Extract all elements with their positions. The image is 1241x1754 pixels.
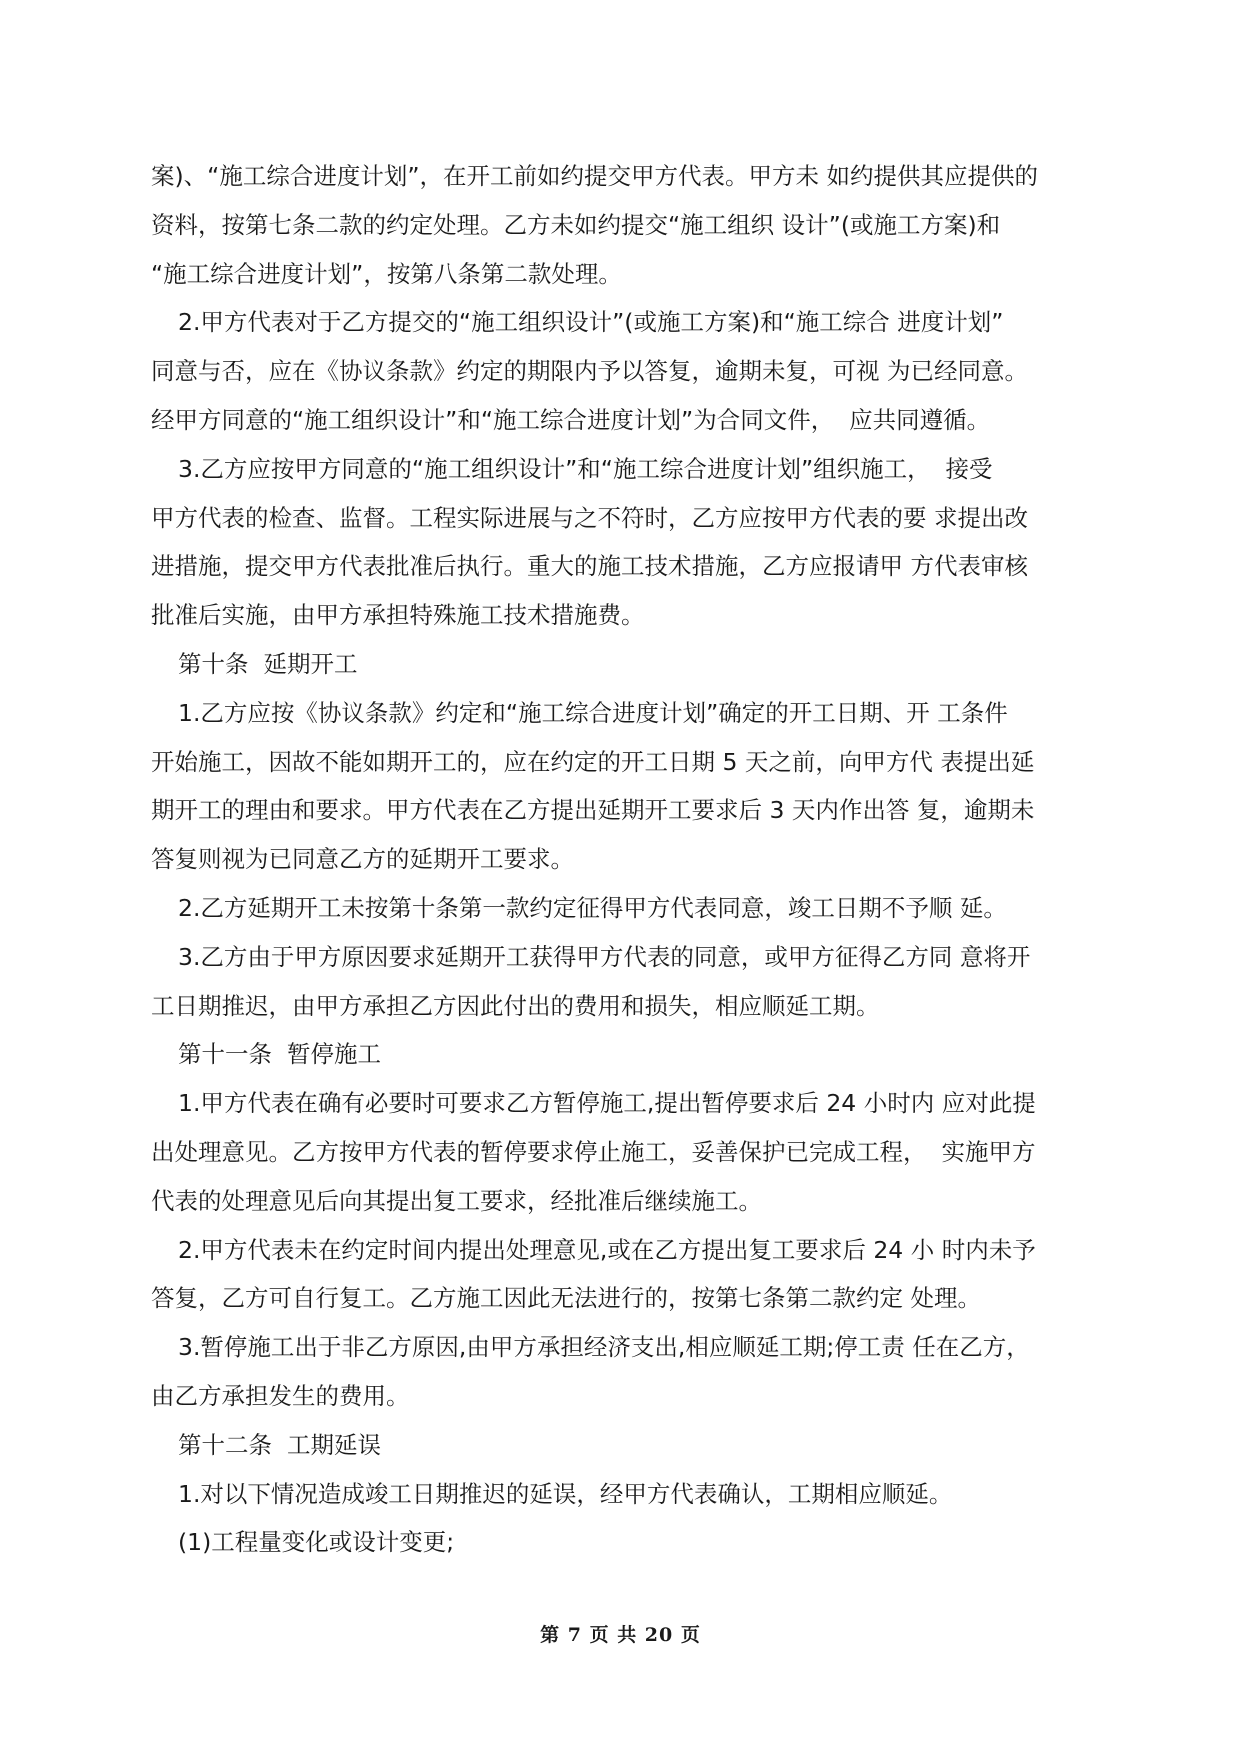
text-line: 3.暂停施工出于非乙方原因,由甲方承担经济支出,相应顺延工期;停工责 任在乙方，	[178, 1333, 1030, 1362]
section-heading: 第十条 延期开工	[178, 649, 358, 678]
page-number-footer: 第 7 页 共 20 页	[540, 1624, 701, 1646]
document-body	[151, 152, 1096, 1567]
text-line: 期开工的理由和要求。甲方代表在乙方提出延期开工要求后 3 天内作出答 复，逾期未	[151, 796, 1035, 825]
text-line: 出处理意见。乙方按甲方代表的暂停要求停止施工，妥善保护已完成工程， 实施甲方	[151, 1137, 1036, 1166]
text-line: 2.甲方代表未在约定时间内提出处理意见,或在乙方提出复工要求后 24 小 时内未予	[178, 1235, 1036, 1264]
text-line: 进措施，提交甲方代表批准后执行。重大的施工技术措施，乙方应报请甲 方代表审核	[151, 552, 1028, 581]
text-line: “施工综合进度计划”，按第八条第二款处理。	[151, 259, 622, 288]
text-line: 甲方代表的检查、监督。工程实际进展与之不符时，乙方应按甲方代表的要 求提出改	[151, 503, 1028, 532]
text-line: (1)工程量变化或设计变更;	[178, 1528, 455, 1557]
text-line: 代表的处理意见后向其提出复工要求，经批准后继续施工。	[151, 1186, 762, 1215]
text-line: 2.甲方代表对于乙方提交的“施工组织设计”(或施工方案)和“施工综合 进度计划”	[178, 308, 1004, 337]
section-heading: 第十一条 暂停施工	[178, 1040, 381, 1069]
text-line: 1.对以下情况造成竣工日期推迟的延误，经甲方代表确认，工期相应顺延。	[178, 1479, 953, 1508]
text-line: 3.乙方由于甲方原因要求延期开工获得甲方代表的同意，或甲方征得乙方同 意将开	[178, 942, 1031, 971]
text-line: 开始施工，因故不能如期开工的，应在约定的开工日期 5 天之前，向甲方代 表提出延	[151, 747, 1035, 776]
text-line: 经甲方同意的“施工组织设计”和“施工综合进度计划”为合同文件， 应共同遵循。	[151, 405, 991, 434]
text-line: 案)、“施工综合进度计划”，在开工前如约提交甲方代表。甲方未 如约提供其应提供的	[151, 162, 1038, 190]
text-line: 答复则视为已同意乙方的延期开工要求。	[151, 845, 574, 874]
text-line: 2.乙方延期开工未按第十条第一款约定征得甲方代表同意，竣工日期不予顺 延。	[178, 893, 1007, 922]
text-line: 答复，乙方可自行复工。乙方施工因此无法进行的，按第七条第二款约定 处理。	[151, 1284, 981, 1313]
text-line: 批准后实施，由甲方承担特殊施工技术措施费。	[151, 601, 645, 630]
text-line: 3.乙方应按甲方同意的“施工组织设计”和“施工综合进度计划”组织施工， 接受	[178, 454, 993, 483]
section-heading: 第十二条 工期延误	[178, 1430, 381, 1459]
text-line: 资料，按第七条二款的约定处理。乙方未如约提交“施工组织 设计”(或施工方案)和	[151, 210, 1001, 239]
text-line: 1.乙方应按《协议条款》约定和“施工综合进度计划”确定的开工日期、开 工条件	[178, 698, 1008, 727]
text-line: 工日期推迟，由甲方承担乙方因此付出的费用和损失，相应顺延工期。	[151, 991, 880, 1020]
text-line: 由乙方承担发生的费用。	[151, 1381, 410, 1410]
text-line: 1.甲方代表在确有必要时可要求乙方暂停施工,提出暂停要求后 24 小时内 应对此提	[178, 1089, 1036, 1118]
text-line: 同意与否，应在《协议条款》约定的期限内予以答复，逾期未复，可视 为已经同意。	[151, 357, 1028, 386]
